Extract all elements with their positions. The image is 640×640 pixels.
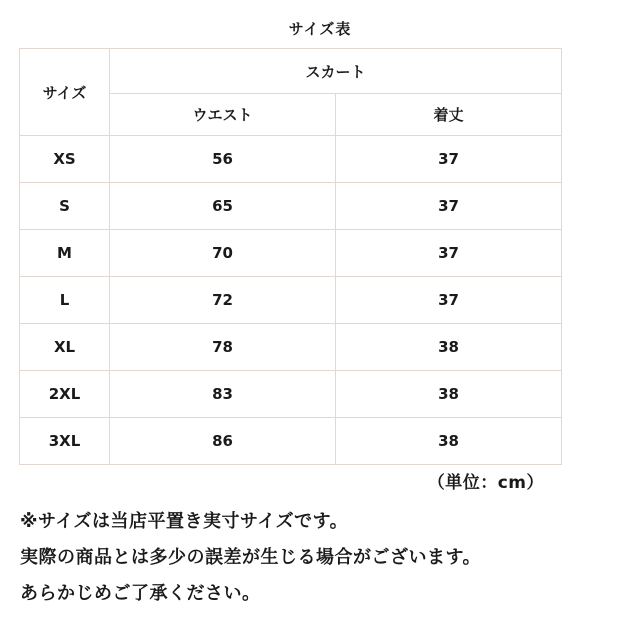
waist-cell: 86 [110, 418, 336, 465]
header-length: 着丈 [336, 94, 562, 136]
length-cell: 37 [336, 230, 562, 277]
length-cell: 38 [336, 418, 562, 465]
length-cell: 38 [336, 324, 562, 371]
size-cell: M [20, 230, 110, 277]
unit-note: （単位：cm） [427, 473, 544, 493]
table-row [20, 136, 562, 183]
page-title: サイズ表 [288, 20, 352, 38]
header-waist: ウエスト [110, 94, 336, 136]
waist-cell: 65 [110, 183, 336, 230]
size-cell: 3XL [20, 418, 110, 465]
waist-cell: 72 [110, 277, 336, 324]
waist-cell: 78 [110, 324, 336, 371]
size-cell: XL [20, 324, 110, 371]
size-cell: S [20, 183, 110, 230]
size-cell: XS [20, 136, 110, 183]
table-row [20, 230, 562, 277]
header-skirt: スカート [110, 49, 562, 94]
waist-cell: 56 [110, 136, 336, 183]
note-line: ※サイズは当店平置き実寸サイズです。 [20, 511, 349, 532]
note-line: 実際の商品とは多少の誤差が生じる場合がございます。 [20, 547, 482, 568]
size-table [19, 48, 562, 465]
waist-cell: 70 [110, 230, 336, 277]
length-cell: 37 [336, 183, 562, 230]
size-cell: 2XL [20, 371, 110, 418]
length-cell: 37 [336, 136, 562, 183]
size-cell: L [20, 277, 110, 324]
table-row [20, 324, 562, 371]
length-cell: 38 [336, 371, 562, 418]
table-row [20, 371, 562, 418]
table-header-row [20, 49, 562, 94]
length-cell: 37 [336, 277, 562, 324]
waist-cell: 83 [110, 371, 336, 418]
notes [20, 504, 630, 612]
table-row [20, 183, 562, 230]
header-size: サイズ [20, 49, 110, 136]
table-row [20, 418, 562, 465]
note-line: あらかじめご了承ください。 [20, 583, 261, 604]
table-row [20, 277, 562, 324]
